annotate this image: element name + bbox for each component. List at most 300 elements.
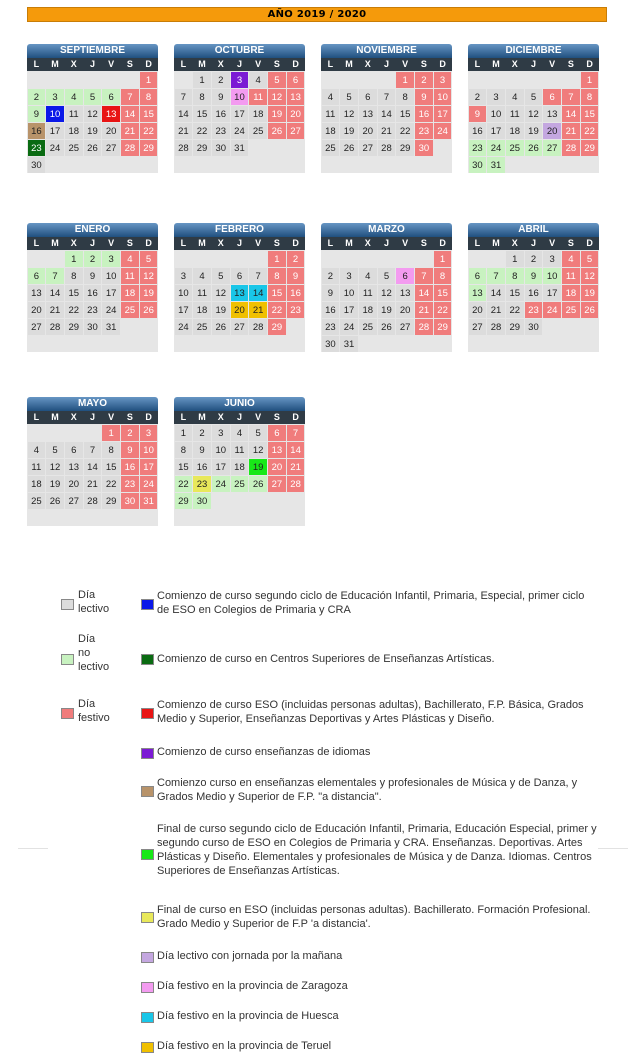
day-cell[interactable]: 31 [231, 140, 249, 156]
day-cell[interactable]: 19 [249, 459, 267, 475]
day-cell[interactable]: 16 [212, 106, 230, 122]
day-cell[interactable]: 27 [28, 319, 46, 335]
day-cell[interactable]: 25 [231, 476, 249, 492]
day-cell[interactable]: 4 [322, 89, 340, 105]
day-cell[interactable]: 26 [212, 319, 230, 335]
day-cell[interactable]: 25 [359, 319, 377, 335]
day-cell[interactable]: 29 [434, 319, 452, 335]
day-cell[interactable]: 11 [322, 106, 340, 122]
day-cell[interactable]: 15 [65, 285, 83, 301]
day-cell[interactable]: 23 [193, 476, 211, 492]
day-cell[interactable]: 22 [434, 302, 452, 318]
day-cell[interactable]: 8 [396, 89, 414, 105]
day-cell[interactable]: 5 [525, 89, 543, 105]
day-cell[interactable]: 22 [65, 302, 83, 318]
day-cell[interactable]: 11 [249, 89, 267, 105]
day-cell[interactable]: 9 [322, 285, 340, 301]
day-cell[interactable]: 20 [102, 123, 120, 139]
day-cell[interactable]: 27 [102, 140, 120, 156]
day-cell[interactable]: 23 [322, 319, 340, 335]
day-cell[interactable]: 11 [65, 106, 83, 122]
day-cell[interactable]: 14 [84, 459, 102, 475]
day-cell[interactable]: 1 [396, 72, 414, 88]
day-cell[interactable]: 20 [543, 123, 561, 139]
day-cell[interactable]: 8 [193, 89, 211, 105]
day-cell[interactable]: 10 [175, 285, 193, 301]
day-cell[interactable]: 4 [506, 89, 524, 105]
day-cell[interactable]: 6 [359, 89, 377, 105]
day-cell[interactable]: 22 [506, 302, 524, 318]
day-cell[interactable]: 23 [121, 476, 139, 492]
day-cell[interactable]: 10 [212, 442, 230, 458]
day-cell[interactable]: 16 [193, 459, 211, 475]
day-cell[interactable]: 7 [415, 268, 433, 284]
day-cell[interactable]: 1 [140, 72, 158, 88]
day-cell[interactable]: 26 [340, 140, 358, 156]
day-cell[interactable]: 8 [434, 268, 452, 284]
day-cell[interactable]: 1 [268, 251, 286, 267]
day-cell[interactable]: 20 [396, 302, 414, 318]
day-cell[interactable]: 12 [525, 106, 543, 122]
day-cell[interactable]: 20 [231, 302, 249, 318]
day-cell[interactable]: 2 [193, 425, 211, 441]
day-cell[interactable]: 23 [28, 140, 46, 156]
day-cell[interactable]: 25 [322, 140, 340, 156]
day-cell[interactable]: 29 [65, 319, 83, 335]
day-cell[interactable]: 28 [121, 140, 139, 156]
day-cell[interactable]: 9 [469, 106, 487, 122]
day-cell[interactable]: 24 [102, 302, 120, 318]
day-cell[interactable]: 28 [415, 319, 433, 335]
day-cell[interactable]: 23 [415, 123, 433, 139]
day-cell[interactable]: 15 [102, 459, 120, 475]
day-cell[interactable]: 28 [175, 140, 193, 156]
day-cell[interactable]: 12 [140, 268, 158, 284]
day-cell[interactable]: 4 [562, 251, 580, 267]
day-cell[interactable]: 8 [581, 89, 599, 105]
day-cell[interactable]: 19 [525, 123, 543, 139]
day-cell[interactable]: 10 [434, 89, 452, 105]
day-cell[interactable]: 4 [249, 72, 267, 88]
day-cell[interactable]: 26 [268, 123, 286, 139]
day-cell[interactable]: 13 [287, 89, 305, 105]
day-cell[interactable]: 23 [525, 302, 543, 318]
day-cell[interactable]: 17 [46, 123, 64, 139]
day-cell[interactable]: 7 [46, 268, 64, 284]
day-cell[interactable]: 14 [415, 285, 433, 301]
day-cell[interactable]: 27 [469, 319, 487, 335]
day-cell[interactable]: 30 [469, 157, 487, 173]
day-cell[interactable]: 13 [469, 285, 487, 301]
day-cell[interactable]: 18 [359, 302, 377, 318]
day-cell[interactable]: 12 [581, 268, 599, 284]
day-cell[interactable]: 24 [46, 140, 64, 156]
day-cell[interactable]: 20 [287, 106, 305, 122]
day-cell[interactable]: 6 [28, 268, 46, 284]
day-cell[interactable]: 12 [340, 106, 358, 122]
day-cell[interactable]: 6 [396, 268, 414, 284]
day-cell[interactable]: 15 [193, 106, 211, 122]
day-cell[interactable]: 10 [543, 268, 561, 284]
day-cell[interactable]: 30 [193, 493, 211, 509]
day-cell[interactable]: 5 [46, 442, 64, 458]
day-cell[interactable]: 7 [249, 268, 267, 284]
day-cell[interactable]: 27 [268, 476, 286, 492]
day-cell[interactable]: 3 [340, 268, 358, 284]
day-cell[interactable]: 26 [140, 302, 158, 318]
day-cell[interactable]: 3 [543, 251, 561, 267]
day-cell[interactable]: 21 [46, 302, 64, 318]
day-cell[interactable]: 26 [249, 476, 267, 492]
day-cell[interactable]: 19 [46, 476, 64, 492]
day-cell[interactable]: 21 [287, 459, 305, 475]
day-cell[interactable]: 6 [543, 89, 561, 105]
day-cell[interactable]: 4 [193, 268, 211, 284]
day-cell[interactable]: 3 [487, 89, 505, 105]
day-cell[interactable]: 2 [322, 268, 340, 284]
day-cell[interactable]: 24 [543, 302, 561, 318]
day-cell[interactable]: 15 [140, 106, 158, 122]
day-cell[interactable]: 2 [415, 72, 433, 88]
day-cell[interactable]: 2 [84, 251, 102, 267]
day-cell[interactable]: 30 [28, 157, 46, 173]
day-cell[interactable]: 2 [287, 251, 305, 267]
day-cell[interactable]: 24 [434, 123, 452, 139]
day-cell[interactable]: 30 [525, 319, 543, 335]
day-cell[interactable]: 9 [193, 442, 211, 458]
day-cell[interactable]: 3 [140, 425, 158, 441]
day-cell[interactable]: 17 [231, 106, 249, 122]
day-cell[interactable]: 28 [378, 140, 396, 156]
day-cell[interactable]: 9 [212, 89, 230, 105]
day-cell[interactable]: 30 [212, 140, 230, 156]
day-cell[interactable]: 11 [231, 442, 249, 458]
day-cell[interactable]: 1 [581, 72, 599, 88]
day-cell[interactable]: 18 [28, 476, 46, 492]
day-cell[interactable]: 10 [140, 442, 158, 458]
day-cell[interactable]: 26 [84, 140, 102, 156]
day-cell[interactable]: 23 [287, 302, 305, 318]
day-cell[interactable]: 25 [249, 123, 267, 139]
day-cell[interactable]: 31 [340, 336, 358, 352]
day-cell[interactable]: 29 [193, 140, 211, 156]
day-cell[interactable]: 21 [121, 123, 139, 139]
day-cell[interactable]: 16 [525, 285, 543, 301]
day-cell[interactable]: 17 [543, 285, 561, 301]
day-cell[interactable]: 1 [434, 251, 452, 267]
day-cell[interactable]: 27 [396, 319, 414, 335]
day-cell[interactable]: 2 [469, 89, 487, 105]
day-cell[interactable]: 5 [249, 425, 267, 441]
day-cell[interactable]: 9 [121, 442, 139, 458]
day-cell[interactable]: 31 [487, 157, 505, 173]
day-cell[interactable]: 1 [506, 251, 524, 267]
day-cell[interactable]: 15 [434, 285, 452, 301]
day-cell[interactable]: 14 [121, 106, 139, 122]
day-cell[interactable]: 11 [562, 268, 580, 284]
day-cell[interactable]: 22 [581, 123, 599, 139]
day-cell[interactable]: 22 [175, 476, 193, 492]
day-cell[interactable]: 16 [84, 285, 102, 301]
day-cell[interactable]: 7 [287, 425, 305, 441]
day-cell[interactable]: 31 [140, 493, 158, 509]
day-cell[interactable]: 11 [193, 285, 211, 301]
day-cell[interactable]: 24 [212, 476, 230, 492]
day-cell[interactable]: 24 [487, 140, 505, 156]
day-cell[interactable]: 18 [249, 106, 267, 122]
day-cell[interactable]: 19 [212, 302, 230, 318]
day-cell[interactable]: 24 [231, 123, 249, 139]
day-cell[interactable]: 19 [340, 123, 358, 139]
day-cell[interactable]: 21 [175, 123, 193, 139]
day-cell[interactable]: 7 [562, 89, 580, 105]
day-cell[interactable]: 15 [175, 459, 193, 475]
day-cell[interactable]: 21 [487, 302, 505, 318]
day-cell[interactable]: 26 [581, 302, 599, 318]
day-cell[interactable]: 18 [562, 285, 580, 301]
day-cell[interactable]: 16 [322, 302, 340, 318]
day-cell[interactable]: 17 [175, 302, 193, 318]
day-cell[interactable]: 8 [140, 89, 158, 105]
day-cell[interactable]: 29 [581, 140, 599, 156]
day-cell[interactable]: 30 [322, 336, 340, 352]
day-cell[interactable]: 4 [359, 268, 377, 284]
day-cell[interactable]: 26 [525, 140, 543, 156]
day-cell[interactable]: 11 [28, 459, 46, 475]
day-cell[interactable]: 19 [581, 285, 599, 301]
day-cell[interactable]: 6 [231, 268, 249, 284]
day-cell[interactable]: 12 [84, 106, 102, 122]
day-cell[interactable]: 21 [249, 302, 267, 318]
day-cell[interactable]: 9 [28, 106, 46, 122]
day-cell[interactable]: 13 [28, 285, 46, 301]
day-cell[interactable]: 30 [121, 493, 139, 509]
day-cell[interactable]: 28 [287, 476, 305, 492]
day-cell[interactable]: 17 [340, 302, 358, 318]
day-cell[interactable]: 23 [212, 123, 230, 139]
day-cell[interactable]: 7 [378, 89, 396, 105]
day-cell[interactable]: 30 [84, 319, 102, 335]
day-cell[interactable]: 29 [396, 140, 414, 156]
day-cell[interactable]: 16 [121, 459, 139, 475]
day-cell[interactable]: 11 [506, 106, 524, 122]
day-cell[interactable]: 18 [193, 302, 211, 318]
day-cell[interactable]: 23 [84, 302, 102, 318]
day-cell[interactable]: 21 [378, 123, 396, 139]
day-cell[interactable]: 9 [84, 268, 102, 284]
day-cell[interactable]: 28 [249, 319, 267, 335]
day-cell[interactable]: 10 [231, 89, 249, 105]
day-cell[interactable]: 30 [415, 140, 433, 156]
day-cell[interactable]: 16 [287, 285, 305, 301]
day-cell[interactable]: 1 [175, 425, 193, 441]
day-cell[interactable]: 3 [231, 72, 249, 88]
day-cell[interactable]: 1 [65, 251, 83, 267]
day-cell[interactable]: 18 [231, 459, 249, 475]
day-cell[interactable]: 22 [102, 476, 120, 492]
day-cell[interactable]: 6 [65, 442, 83, 458]
day-cell[interactable]: 29 [175, 493, 193, 509]
day-cell[interactable]: 10 [487, 106, 505, 122]
day-cell[interactable]: 25 [562, 302, 580, 318]
day-cell[interactable]: 14 [287, 442, 305, 458]
day-cell[interactable]: 28 [487, 319, 505, 335]
day-cell[interactable]: 8 [506, 268, 524, 284]
day-cell[interactable]: 13 [359, 106, 377, 122]
day-cell[interactable]: 5 [340, 89, 358, 105]
day-cell[interactable]: 29 [268, 319, 286, 335]
day-cell[interactable]: 3 [175, 268, 193, 284]
day-cell[interactable]: 16 [415, 106, 433, 122]
day-cell[interactable]: 11 [121, 268, 139, 284]
day-cell[interactable]: 3 [46, 89, 64, 105]
day-cell[interactable]: 13 [396, 285, 414, 301]
day-cell[interactable]: 3 [434, 72, 452, 88]
day-cell[interactable]: 26 [46, 493, 64, 509]
day-cell[interactable]: 5 [140, 251, 158, 267]
day-cell[interactable]: 16 [28, 123, 46, 139]
day-cell[interactable]: 17 [140, 459, 158, 475]
day-cell[interactable]: 27 [359, 140, 377, 156]
day-cell[interactable]: 6 [469, 268, 487, 284]
day-cell[interactable]: 2 [525, 251, 543, 267]
day-cell[interactable]: 13 [102, 106, 120, 122]
day-cell[interactable]: 3 [212, 425, 230, 441]
day-cell[interactable]: 17 [487, 123, 505, 139]
day-cell[interactable]: 13 [543, 106, 561, 122]
day-cell[interactable]: 12 [46, 459, 64, 475]
day-cell[interactable]: 5 [84, 89, 102, 105]
day-cell[interactable]: 7 [121, 89, 139, 105]
day-cell[interactable]: 2 [121, 425, 139, 441]
day-cell[interactable]: 29 [506, 319, 524, 335]
day-cell[interactable]: 29 [140, 140, 158, 156]
day-cell[interactable]: 14 [175, 106, 193, 122]
day-cell[interactable]: 25 [506, 140, 524, 156]
day-cell[interactable]: 9 [287, 268, 305, 284]
day-cell[interactable]: 11 [359, 285, 377, 301]
day-cell[interactable]: 20 [28, 302, 46, 318]
day-cell[interactable]: 15 [396, 106, 414, 122]
day-cell[interactable]: 22 [268, 302, 286, 318]
day-cell[interactable]: 20 [65, 476, 83, 492]
day-cell[interactable]: 8 [65, 268, 83, 284]
day-cell[interactable]: 10 [102, 268, 120, 284]
day-cell[interactable]: 24 [140, 476, 158, 492]
day-cell[interactable]: 20 [359, 123, 377, 139]
day-cell[interactable]: 4 [65, 89, 83, 105]
day-cell[interactable]: 14 [378, 106, 396, 122]
day-cell[interactable]: 22 [140, 123, 158, 139]
day-cell[interactable]: 6 [268, 425, 286, 441]
day-cell[interactable]: 15 [506, 285, 524, 301]
day-cell[interactable]: 10 [46, 106, 64, 122]
day-cell[interactable]: 5 [378, 268, 396, 284]
day-cell[interactable]: 8 [102, 442, 120, 458]
day-cell[interactable]: 21 [562, 123, 580, 139]
day-cell[interactable]: 14 [487, 285, 505, 301]
day-cell[interactable]: 17 [212, 459, 230, 475]
day-cell[interactable]: 24 [340, 319, 358, 335]
day-cell[interactable]: 16 [469, 123, 487, 139]
day-cell[interactable]: 6 [102, 89, 120, 105]
day-cell[interactable]: 19 [140, 285, 158, 301]
day-cell[interactable]: 7 [175, 89, 193, 105]
day-cell[interactable]: 17 [434, 106, 452, 122]
day-cell[interactable]: 13 [268, 442, 286, 458]
day-cell[interactable]: 9 [525, 268, 543, 284]
day-cell[interactable]: 20 [268, 459, 286, 475]
day-cell[interactable]: 31 [102, 319, 120, 335]
day-cell[interactable]: 4 [231, 425, 249, 441]
day-cell[interactable]: 13 [65, 459, 83, 475]
day-cell[interactable]: 18 [506, 123, 524, 139]
day-cell[interactable]: 19 [84, 123, 102, 139]
day-cell[interactable]: 13 [231, 285, 249, 301]
day-cell[interactable]: 26 [378, 319, 396, 335]
day-cell[interactable]: 7 [487, 268, 505, 284]
day-cell[interactable]: 3 [102, 251, 120, 267]
day-cell[interactable]: 5 [581, 251, 599, 267]
day-cell[interactable]: 14 [249, 285, 267, 301]
day-cell[interactable]: 23 [469, 140, 487, 156]
day-cell[interactable]: 15 [581, 106, 599, 122]
day-cell[interactable]: 4 [28, 442, 46, 458]
day-cell[interactable]: 22 [193, 123, 211, 139]
day-cell[interactable]: 24 [175, 319, 193, 335]
day-cell[interactable]: 1 [193, 72, 211, 88]
day-cell[interactable]: 22 [396, 123, 414, 139]
day-cell[interactable]: 21 [84, 476, 102, 492]
day-cell[interactable]: 8 [268, 268, 286, 284]
day-cell[interactable]: 10 [340, 285, 358, 301]
day-cell[interactable]: 25 [65, 140, 83, 156]
day-cell[interactable]: 27 [543, 140, 561, 156]
day-cell[interactable]: 20 [469, 302, 487, 318]
day-cell[interactable]: 4 [121, 251, 139, 267]
day-cell[interactable]: 2 [28, 89, 46, 105]
day-cell[interactable]: 14 [46, 285, 64, 301]
day-cell[interactable]: 27 [287, 123, 305, 139]
day-cell[interactable]: 19 [268, 106, 286, 122]
day-cell[interactable]: 29 [102, 493, 120, 509]
day-cell[interactable]: 27 [65, 493, 83, 509]
day-cell[interactable]: 25 [193, 319, 211, 335]
day-cell[interactable]: 19 [378, 302, 396, 318]
day-cell[interactable]: 21 [415, 302, 433, 318]
day-cell[interactable]: 25 [28, 493, 46, 509]
day-cell[interactable]: 12 [268, 89, 286, 105]
day-cell[interactable]: 12 [378, 285, 396, 301]
day-cell[interactable]: 27 [231, 319, 249, 335]
day-cell[interactable]: 28 [46, 319, 64, 335]
day-cell[interactable]: 2 [212, 72, 230, 88]
day-cell[interactable]: 9 [415, 89, 433, 105]
day-cell[interactable]: 28 [84, 493, 102, 509]
day-cell[interactable]: 14 [562, 106, 580, 122]
day-cell[interactable]: 17 [102, 285, 120, 301]
day-cell[interactable]: 12 [212, 285, 230, 301]
day-cell[interactable]: 5 [212, 268, 230, 284]
day-cell[interactable]: 18 [65, 123, 83, 139]
day-cell[interactable]: 15 [268, 285, 286, 301]
day-cell[interactable]: 12 [249, 442, 267, 458]
day-cell[interactable]: 6 [287, 72, 305, 88]
day-cell[interactable]: 5 [268, 72, 286, 88]
day-cell[interactable]: 8 [175, 442, 193, 458]
day-cell[interactable]: 7 [84, 442, 102, 458]
day-cell[interactable]: 25 [121, 302, 139, 318]
